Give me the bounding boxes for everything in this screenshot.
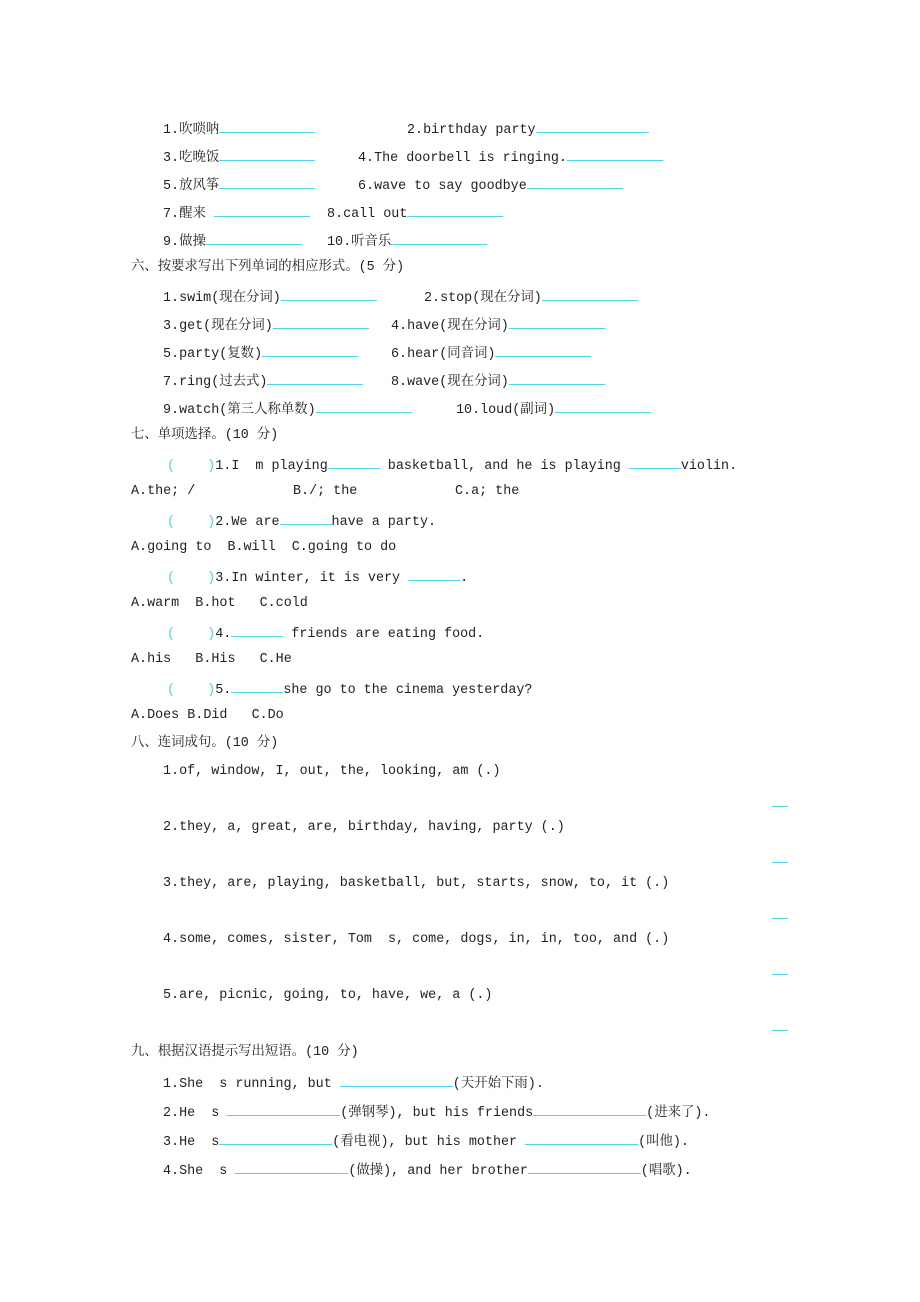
s5-item-3 bbox=[163, 146, 315, 166]
item-text: 5.放风筝 bbox=[163, 179, 220, 194]
item-text: (弹钢琴), but his friends bbox=[340, 1106, 534, 1121]
q-text: have a party. bbox=[331, 515, 437, 530]
answer-blank[interactable] bbox=[280, 510, 332, 525]
item-text: (唱歌). bbox=[640, 1164, 692, 1179]
q-text: violin. bbox=[680, 459, 738, 474]
item-text: (做操), and her brother bbox=[348, 1164, 528, 1179]
item-text: 3.吃晚饭 bbox=[163, 151, 220, 166]
s5-item-4 bbox=[358, 146, 663, 166]
answer-blank[interactable] bbox=[509, 314, 605, 329]
item-text: 10.听音乐 bbox=[327, 235, 392, 250]
s9-item-2 bbox=[163, 1101, 710, 1121]
q-text: 4. bbox=[215, 627, 232, 642]
s6-item-5 bbox=[163, 342, 358, 362]
s6-item-6 bbox=[391, 342, 591, 362]
s8-item-4: 4.some, comes, sister, Tom s, come, dogs, in, in, too, and (.) bbox=[163, 932, 670, 947]
s5-item-7 bbox=[163, 202, 310, 222]
item-text: 1.swim(现在分词) bbox=[163, 291, 281, 306]
answer-blank[interactable] bbox=[227, 1101, 340, 1116]
s6-item-4 bbox=[391, 314, 605, 334]
answer-line[interactable] bbox=[772, 862, 788, 863]
answer-line[interactable] bbox=[772, 1030, 788, 1031]
s9-item-4 bbox=[163, 1159, 692, 1179]
answer-blank[interactable] bbox=[525, 1130, 638, 1145]
answer-blank[interactable] bbox=[273, 314, 369, 329]
s5-item-2 bbox=[407, 118, 649, 138]
s5-item-10 bbox=[327, 230, 487, 250]
item-text: 9.做操 bbox=[163, 235, 206, 250]
answer-paren-open[interactable]: ( bbox=[167, 515, 176, 530]
q-text: friends are eating food. bbox=[283, 627, 485, 642]
options-line bbox=[131, 650, 292, 670]
s5-item-5 bbox=[163, 174, 315, 194]
s9-title: 九、根据汉语提示写出短语。(10 分) bbox=[131, 1045, 359, 1060]
item-text: 9.watch(第三人称单数) bbox=[163, 403, 316, 418]
answer-blank[interactable] bbox=[495, 342, 591, 357]
item-text: (天开始下雨). bbox=[452, 1077, 544, 1092]
option-a: A.the; / bbox=[131, 484, 196, 499]
item-text: 6.hear(同音词) bbox=[391, 347, 496, 362]
answer-blank[interactable] bbox=[340, 1072, 453, 1087]
answer-line[interactable] bbox=[772, 918, 788, 919]
answer-blank[interactable] bbox=[555, 398, 651, 413]
q-text: 3.In winter, it is very bbox=[215, 571, 409, 586]
option-b: B./; the bbox=[293, 484, 358, 499]
answer-blank[interactable] bbox=[219, 146, 315, 161]
answer-blank[interactable] bbox=[219, 1130, 332, 1145]
item-text: 4.have(现在分词) bbox=[391, 319, 509, 334]
options-line bbox=[131, 706, 284, 726]
answer-blank[interactable] bbox=[629, 454, 681, 469]
answer-blank[interactable] bbox=[509, 370, 605, 385]
item-text: 2.He s bbox=[163, 1106, 228, 1121]
s7-question-4 bbox=[167, 622, 484, 642]
s7-title: 七、单项选择。(10 分) bbox=[131, 428, 279, 443]
item-text: (叫他). bbox=[638, 1135, 689, 1150]
answer-paren-close: ) bbox=[207, 571, 216, 586]
option-c: C.cold bbox=[259, 596, 308, 611]
option-a: A.his bbox=[131, 652, 172, 667]
option-b: B.hot bbox=[195, 596, 236, 611]
answer-blank[interactable] bbox=[267, 370, 363, 385]
item-text: 2.stop(现在分词) bbox=[424, 291, 542, 306]
s7-question-1 bbox=[167, 454, 737, 474]
answer-paren-open[interactable]: ( bbox=[167, 627, 176, 642]
q-text: 2.We are bbox=[215, 515, 280, 530]
item-text: 10.loud(副词) bbox=[456, 403, 556, 418]
item-text: 6.wave to say goodbye bbox=[358, 179, 527, 194]
option-b: B.Did bbox=[187, 708, 228, 723]
s6-item-7 bbox=[163, 370, 363, 390]
item-text: 2.birthday party bbox=[407, 123, 536, 138]
item-text: 4.She s bbox=[163, 1164, 236, 1179]
option-a: A.Does bbox=[131, 708, 180, 723]
s6-item-1 bbox=[163, 286, 377, 306]
option-b: B.will bbox=[227, 540, 276, 555]
answer-blank[interactable] bbox=[231, 622, 283, 637]
q-text: 5. bbox=[215, 683, 232, 698]
answer-line[interactable] bbox=[772, 806, 788, 807]
option-a: A.warm bbox=[131, 596, 180, 611]
s6-title: 六、按要求写出下列单词的相应形式。(5 分) bbox=[131, 260, 405, 275]
s5-item-6 bbox=[358, 174, 623, 194]
s8-item-2: 2.they, a, great, are, birthday, having, party (.) bbox=[163, 820, 565, 835]
answer-blank[interactable] bbox=[235, 1159, 348, 1174]
answer-blank[interactable] bbox=[542, 286, 638, 301]
answer-blank[interactable] bbox=[533, 1101, 646, 1116]
option-b: B.His bbox=[195, 652, 236, 667]
q-text: basketball, and he is playing bbox=[379, 459, 629, 474]
item-text: 3.get(现在分词) bbox=[163, 319, 273, 334]
item-text: (看电视), but his mother bbox=[332, 1135, 526, 1150]
answer-blank[interactable] bbox=[316, 398, 412, 413]
s7-question-5 bbox=[167, 678, 532, 698]
s9-item-3 bbox=[163, 1130, 689, 1150]
answer-blank[interactable] bbox=[262, 342, 358, 357]
q-text: . bbox=[460, 571, 469, 586]
answer-paren-close: ) bbox=[207, 515, 216, 530]
option-a: A.going to bbox=[131, 540, 212, 555]
s8-item-3: 3.they, are, playing, basketball, but, starts, snow, to, it (.) bbox=[163, 876, 670, 891]
answer-blank[interactable] bbox=[567, 146, 663, 161]
answer-blank[interactable] bbox=[214, 202, 310, 217]
s5-item-9 bbox=[163, 230, 302, 250]
answer-paren-close: ) bbox=[207, 627, 216, 642]
s5-item-1 bbox=[163, 118, 315, 138]
options-line bbox=[131, 538, 396, 558]
answer-blank[interactable] bbox=[527, 174, 623, 189]
item-text: 3.He s bbox=[163, 1135, 220, 1150]
option-c: C.He bbox=[259, 652, 292, 667]
item-text: 8.wave(现在分词) bbox=[391, 375, 509, 390]
answer-paren-open[interactable]: ( bbox=[167, 459, 176, 474]
answer-blank[interactable] bbox=[281, 286, 377, 301]
s7-question-3 bbox=[167, 566, 468, 586]
item-text: 1.吹唢呐 bbox=[163, 123, 220, 138]
answer-blank[interactable] bbox=[391, 230, 487, 245]
answer-paren-open[interactable]: ( bbox=[167, 571, 176, 586]
answer-blank[interactable] bbox=[528, 1159, 641, 1174]
s8-title: 八、连词成句。(10 分) bbox=[131, 736, 279, 751]
s6-item-8 bbox=[391, 370, 605, 390]
answer-blank[interactable] bbox=[408, 566, 460, 581]
option-c: C.going to do bbox=[291, 540, 397, 555]
q-text: she go to the cinema yesterday? bbox=[283, 683, 533, 698]
s8-item-5: 5.are, picnic, going, to, have, we, a (.) bbox=[163, 988, 493, 1003]
s6-item-2 bbox=[424, 286, 638, 306]
answer-line[interactable] bbox=[772, 974, 788, 975]
answer-paren-close: ) bbox=[207, 683, 216, 698]
s9-item-1 bbox=[163, 1072, 544, 1092]
answer-blank[interactable] bbox=[328, 454, 380, 469]
s5-item-8 bbox=[327, 202, 503, 222]
answer-blank[interactable] bbox=[231, 678, 283, 693]
answer-blank[interactable] bbox=[536, 118, 649, 133]
s6-item-10 bbox=[456, 398, 651, 418]
item-text: 7.醒来 bbox=[163, 207, 214, 222]
s6-item-9 bbox=[163, 398, 412, 418]
item-text: 4.The doorbell is ringing. bbox=[358, 151, 567, 166]
answer-blank[interactable] bbox=[219, 174, 315, 189]
answer-paren-open[interactable]: ( bbox=[167, 683, 176, 698]
item-text: 1.She s running, but bbox=[163, 1077, 340, 1092]
item-text: (进来了). bbox=[646, 1106, 711, 1121]
s6-item-3 bbox=[163, 314, 369, 334]
answer-blank[interactable] bbox=[219, 118, 315, 133]
item-text: 7.ring(过去式) bbox=[163, 375, 268, 390]
q-text: 1.I m playing bbox=[215, 459, 328, 474]
item-text: 8.call out bbox=[327, 207, 408, 222]
option-c: C.a; the bbox=[455, 484, 520, 499]
s8-item-1: 1.of, window, I, out, the, looking, am (.) bbox=[163, 764, 501, 779]
item-text: 5.party(复数) bbox=[163, 347, 263, 362]
answer-blank[interactable] bbox=[206, 230, 302, 245]
answer-blank[interactable] bbox=[407, 202, 503, 217]
option-c: C.Do bbox=[251, 708, 284, 723]
options-line bbox=[131, 594, 308, 614]
answer-paren-close: ) bbox=[207, 459, 216, 474]
s7-question-2 bbox=[167, 510, 436, 530]
